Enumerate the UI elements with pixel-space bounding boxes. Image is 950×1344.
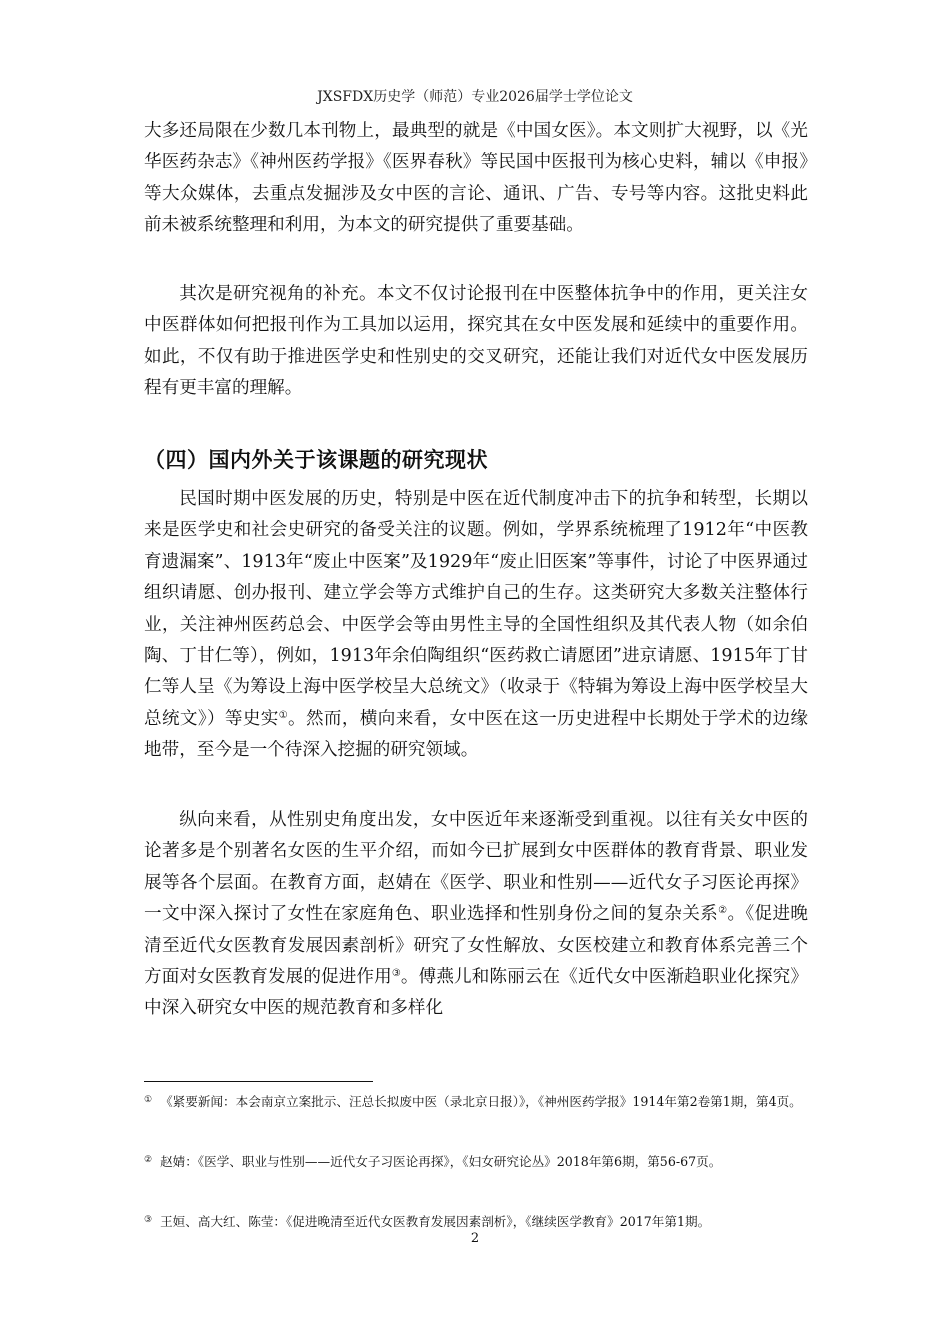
- footnote-text: 《紧要新闻：本会南京立案批示、汪总长拟废中医（录北京日报）》，《神州医药学报》1914年第2卷第1期，第4页。: [160, 1094, 802, 1109]
- footnote-text: 王姮、高大红、陈莹：《促进晚清至近代女医教育发展因素剖析》，《继续医学教育》2017年第1期。: [160, 1214, 711, 1229]
- paragraph-continuation: 大多还局限在少数几本刊物上，最典型的就是《中国女医》。本文则扩大视野，以《光华医药杂志》《神州医药学报》《医界春秋》等民国中医报刊为核心史料，辅以《申报》等大众媒体，去重点发掘涉及女中医的言论、通讯、广告、专号等内容。这批史料此前未被系统整理和利用，为本文的研究提供了重要基础。: [144, 121, 808, 236]
- page-header: JXSFDX历史学（师范）专业2026届学士学位论文: [317, 89, 633, 105]
- paragraph-research-perspective: 其次是研究视角的补充。本文不仅讨论报刊在中医整体抗争中的作用，更关注女中医群体如何把报刊作为工具加以运用，探究其在女中医发展和延续中的重要作用。如此，不仅有助于推进医学史和性别史的交叉研究，还能让我们对近代女中医发展历程有更丰富的理解。: [144, 284, 808, 399]
- paragraph-text: 。傅燕儿和陈丽云在《近代女中医渐趋职业化探究》中深入研究女中医的规范教育和多样化: [144, 967, 808, 1019]
- footnote-1: [144, 1089, 808, 1113]
- footnote-mark: ③: [144, 1215, 153, 1225]
- footnote-ref-2[interactable]: ②: [718, 905, 728, 917]
- paragraph-research-status: [144, 484, 808, 767]
- page-number: 2: [470, 1231, 480, 1246]
- section-heading: （四）国内外关于该课题的研究现状: [144, 448, 488, 472]
- paragraph-text: 纵向来看，从性别史角度出发，女中医近年来逐渐受到重视。以往有关女中医的论著多是个别著名女医的生平介绍，而如今已扩展到女中医群体的教育背景、职业发展等各个层面。在教育方面，赵婧在《医学、职业和性别——近代女子习医论再探》一文中深入探讨了女性在家庭角色、职业选择和性别身份之间的复杂关系: [144, 810, 808, 925]
- paragraph-text: 。《促进晚清至近代女医教育发展因素剖析》研究了女性解放、女医校建立和教育体系完善三个方面对女医教育发展的促进作用: [144, 904, 808, 988]
- footnote-ref-3[interactable]: ③: [391, 968, 401, 980]
- footnote-divider: [144, 1081, 373, 1082]
- footnote-mark: ②: [144, 1155, 153, 1165]
- footnote-ref-1[interactable]: ①: [278, 709, 289, 721]
- paragraph-text: 民国时期中医发展的历史，特别是中医在近代制度冲击下的抗争和转型，长期以来是医学史和社会史研究的备受关注的议题。例如，学界系统梳理了1912年“中医教育遗漏案”、1913年“废止中医案”及1929年“废止旧医案”等事件，讨论了中医界通过组织请愿、创办报刊、建立学会等方式维护自己的生存。这类研究大多数关注整体行业，关注神州医药总会、中医学会等由男性主导的全国性组织及其代表人物（如余伯陶、丁甘仁等），例如，1913年余伯陶组织“医药救亡请愿团”进京请愿、1915年丁甘仁等人呈《为筹设上海中医学校呈大总统文》（收录于《特辑为筹设上海中医学校呈大总统文》）等史实: [144, 489, 808, 729]
- footnote-text: 赵婧：《医学、职业与性别——近代女子习医论再探》，《妇女研究论丛》2018年第6期，第56-67页。: [160, 1154, 722, 1169]
- paragraph-gender-history: [144, 805, 808, 1025]
- footnote-3: [144, 1209, 808, 1233]
- footnote-mark: ①: [144, 1095, 153, 1105]
- footnote-2: [144, 1149, 808, 1173]
- paragraph-text: 。然而，横向来看，女中医在这一历史进程中长期处于学术的边缘地带，至今是一个待深入挖掘的研究领域。: [144, 708, 808, 761]
